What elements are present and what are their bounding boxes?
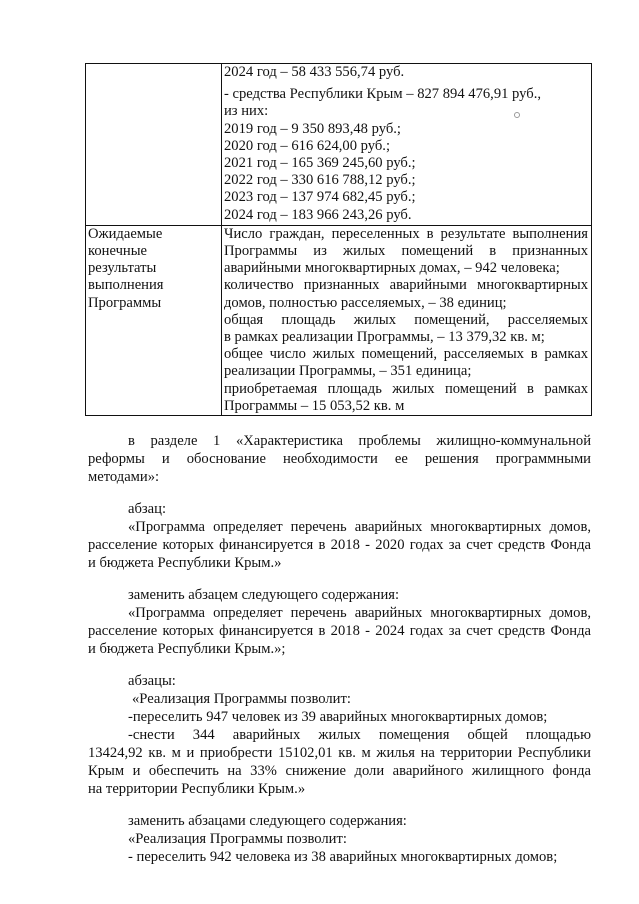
text-line: реформы и обоснование необходимости ее решения программными <box>88 451 591 467</box>
row-label-line: Программы <box>88 294 162 311</box>
result-line: аварийными многоквартирных домах, – 942 человека; <box>224 260 560 277</box>
text-line: «Реализация Программы позволит: <box>132 691 351 707</box>
funding-line: 2019 год – 9 350 893,48 руб.; <box>224 120 401 137</box>
old-list <box>88 690 591 798</box>
row-label-line: Ожидаемые <box>88 225 163 242</box>
result-line: в рамках реализации Программы, – 13 379,32 кв. м; <box>224 329 545 346</box>
replace-label: заменить абзацем следующего содержания: <box>128 587 400 603</box>
old-paragraph <box>88 518 591 572</box>
funding-line: 2023 год – 137 974 682,45 руб.; <box>224 189 416 206</box>
text-line: и бюджета Республики Крым.»; <box>88 641 286 657</box>
section-reference <box>88 432 591 486</box>
result-line: реализации Программы, – 351 единица; <box>224 363 472 380</box>
text-line: -переселить 947 человек из 39 аварийных многоквартирных домов; <box>128 709 548 725</box>
table-row <box>86 225 592 415</box>
table-row <box>86 64 592 226</box>
text-line: в разделе 1 «Характеристика проблемы жилищно-коммунальной <box>128 433 591 449</box>
row-label-line: результаты <box>88 260 157 277</box>
text-line: - переселить 942 человека из 38 аварийных многоквартирных домов; <box>128 849 558 865</box>
result-line: Число граждан, переселенных в результате выполнения <box>224 225 588 242</box>
expected-results-cell <box>222 225 592 415</box>
text-line: методами»: <box>88 469 160 485</box>
text-line: «Программа определяет перечень аварийных многоквартирных домов, <box>128 605 591 621</box>
result-line: общая площадь жилых помещений, расселяемых <box>224 311 588 328</box>
funding-line: 2024 год – 183 966 243,26 руб. <box>224 206 412 223</box>
scan-speck <box>514 112 520 118</box>
funding-line: 2021 год – 165 369 245,60 руб.; <box>224 155 416 172</box>
text-line: расселение которых финансируется в 2018 - 2024 годах за счет средств Фонда <box>88 623 591 639</box>
result-line: общее число жилых помещений, расселяемых в рамках <box>224 346 588 363</box>
funding-line: 2022 год – 330 616 788,12 руб.; <box>224 172 416 189</box>
result-line: приобретаемая площадь жилых помещений в рамках <box>224 380 588 397</box>
text-line: расселение которых финансируется в 2018 - 2020 годах за счет средств Фонда <box>88 537 591 553</box>
text-line: «Программа определяет перечень аварийных многоквартирных домов, <box>128 519 591 535</box>
result-line: Программы – 15 053,52 кв. м <box>224 397 405 414</box>
funding-line: 2020 год – 616 624,00 руб.; <box>224 137 391 154</box>
result-line: Программы из жилых помещений в признанных <box>224 243 588 260</box>
text-line: -снести 344 аварийных жилых помещения общей площадью <box>128 727 591 743</box>
text-line: на территории Республики Крым.» <box>88 781 306 797</box>
text-line: и бюджета Республики Крым.» <box>88 555 282 571</box>
text-line: Крым и обеспечить на 33% снижение доли аварийного жилищного фонда <box>88 763 591 779</box>
funding-line: из них: <box>224 103 269 120</box>
abzacy-label: абзацы: <box>128 673 176 689</box>
result-line: домов, полностью расселяемых, – 38 единиц; <box>224 294 507 311</box>
funding-cell <box>222 64 592 226</box>
row-label-line: выполнения <box>88 277 164 294</box>
abzac-label: абзац: <box>128 501 167 517</box>
text-line: 13424,92 кв. м и приобрести 15102,01 кв. м жилья на территории Республики <box>88 745 591 761</box>
funding-line: - средства Республики Крым – 827 894 476,91 руб., <box>224 86 541 103</box>
result-line: количество признанных аварийными многоквартирных <box>224 277 588 294</box>
text-line: «Реализация Программы позволит: <box>128 831 347 847</box>
funding-line: 2024 год – 58 433 556,74 руб. <box>224 64 405 80</box>
expected-results-label-cell <box>86 225 222 415</box>
table-cell-label-empty <box>86 64 222 226</box>
replace-plural-label: заменить абзацами следующего содержания: <box>128 813 407 829</box>
new-paragraph <box>88 604 591 658</box>
new-list <box>88 830 591 866</box>
row-label-line: конечные <box>88 243 148 260</box>
